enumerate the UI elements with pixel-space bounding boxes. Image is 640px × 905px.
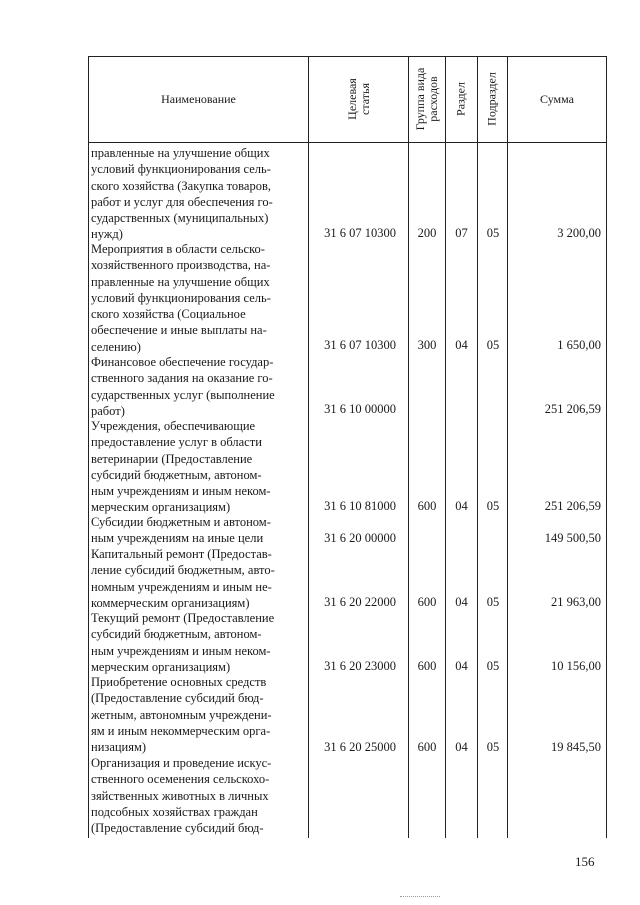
col-border-0: [88, 56, 89, 838]
row-expense-group: 600: [417, 499, 437, 513]
header-group: Группа вида расходов: [413, 67, 440, 131]
row-subsection: 05: [486, 338, 500, 352]
col-border-6: [606, 56, 607, 838]
row-expense-group: 600: [417, 595, 437, 609]
row-sum: 149 500,50: [544, 531, 601, 545]
row-target-code: 31 6 20 23000: [324, 659, 396, 673]
table-top-border: [88, 56, 607, 57]
row-expense-group: 600: [417, 659, 437, 673]
col-border-1: [308, 56, 309, 838]
row-subsection: 05: [486, 740, 500, 754]
row-target-code: 31 6 20 25000: [324, 740, 396, 754]
row-sum: 251 206,59: [544, 499, 601, 513]
row-target-code: 31 6 07 10300: [324, 338, 396, 352]
row-target-code: 31 6 10 00000: [324, 402, 396, 416]
col-border-5: [507, 56, 508, 838]
scan-artifact-divider: [400, 896, 440, 897]
row-target-code: 31 6 20 22000: [324, 595, 396, 609]
row-name: Финансовое обеспечение государ- ственного задания на оказание го- сударственных услуг (выполнение работ): [91, 355, 275, 418]
row-sum: 1 650,00: [557, 338, 601, 352]
row-sum: 10 156,00: [551, 659, 601, 673]
row-section: 04: [455, 659, 468, 673]
page-number: 156: [575, 854, 595, 869]
row-sum: 3 200,00: [557, 226, 601, 240]
row-name: Мероприятия в области сельско- хозяйственного производства, на- правленные на улучшение общих условий функционирования сель- ского хозяйства (Социальное обеспечение и иные выплаты на- селению): [91, 242, 271, 354]
row-name: правленные на улучшение общих условий функционирования сель- ского хозяйства (Закупка товаров, работ и услуг для обеспечения го- сударственных (муниципальных) нужд): [91, 146, 273, 242]
row-section: 04: [455, 499, 468, 513]
row-expense-group: 600: [417, 740, 437, 754]
row-target-code: 31 6 20 00000: [324, 531, 396, 545]
header-bottom-border: [88, 142, 607, 143]
row-name: Текущий ремонт (Предоставление субсидий бюджетным, автоном- ным учреждениям и иным неком- мерческим организациям): [91, 611, 275, 674]
header-name: Наименование: [161, 92, 236, 106]
row-sum: 19 845,50: [551, 740, 601, 754]
row-subsection: 05: [486, 595, 500, 609]
row-target-code: 31 6 07 10300: [324, 226, 396, 240]
row-name: Организация и проведение искус- ственного осеменения сельскохо- зяйственных животных в личных подсобных хозяйствах граждан (Предоставление субсидий бюд-: [91, 756, 272, 836]
col-border-4: [477, 56, 478, 838]
col-border-3: [445, 56, 446, 838]
header-section: Раздел: [453, 82, 468, 116]
row-subsection: 05: [486, 226, 500, 240]
header-target: Целевая статья: [345, 78, 372, 120]
row-name: Учреждения, обеспечивающие предоставление услуг в области ветеринарии (Предоставление субсидий бюджетным, автоном- ным учреждениям и иным неком- мерческим организациям): [91, 419, 271, 515]
row-expense-group: 200: [417, 226, 437, 240]
header-sum: Сумма: [540, 92, 574, 106]
row-expense-group: 300: [417, 338, 437, 352]
row-subsection: 05: [486, 659, 500, 673]
row-section: 04: [455, 740, 468, 754]
header-subsection: Подраздел: [484, 72, 499, 126]
row-name: Приобретение основных средств (Предоставление субсидий бюд- жетным, автономным учреждени- ям и иным некоммерческим орга- низациям): [91, 675, 272, 755]
row-target-code: 31 6 10 81000: [324, 499, 396, 513]
row-name: Субсидии бюджетным и автоном- ным учреждениям на иные цели: [91, 515, 271, 546]
row-sum: 21 963,00: [551, 595, 601, 609]
row-name: Капитальный ремонт (Предостав- ление субсидий бюджетным, авто- номным учреждениям и иным не- коммерческим организациям): [91, 547, 275, 610]
row-sum: 251 206,59: [544, 402, 601, 416]
row-section: 04: [455, 338, 468, 352]
row-section: 04: [455, 595, 468, 609]
col-border-2: [408, 56, 409, 838]
row-section: 07: [455, 226, 468, 240]
row-subsection: 05: [486, 499, 500, 513]
